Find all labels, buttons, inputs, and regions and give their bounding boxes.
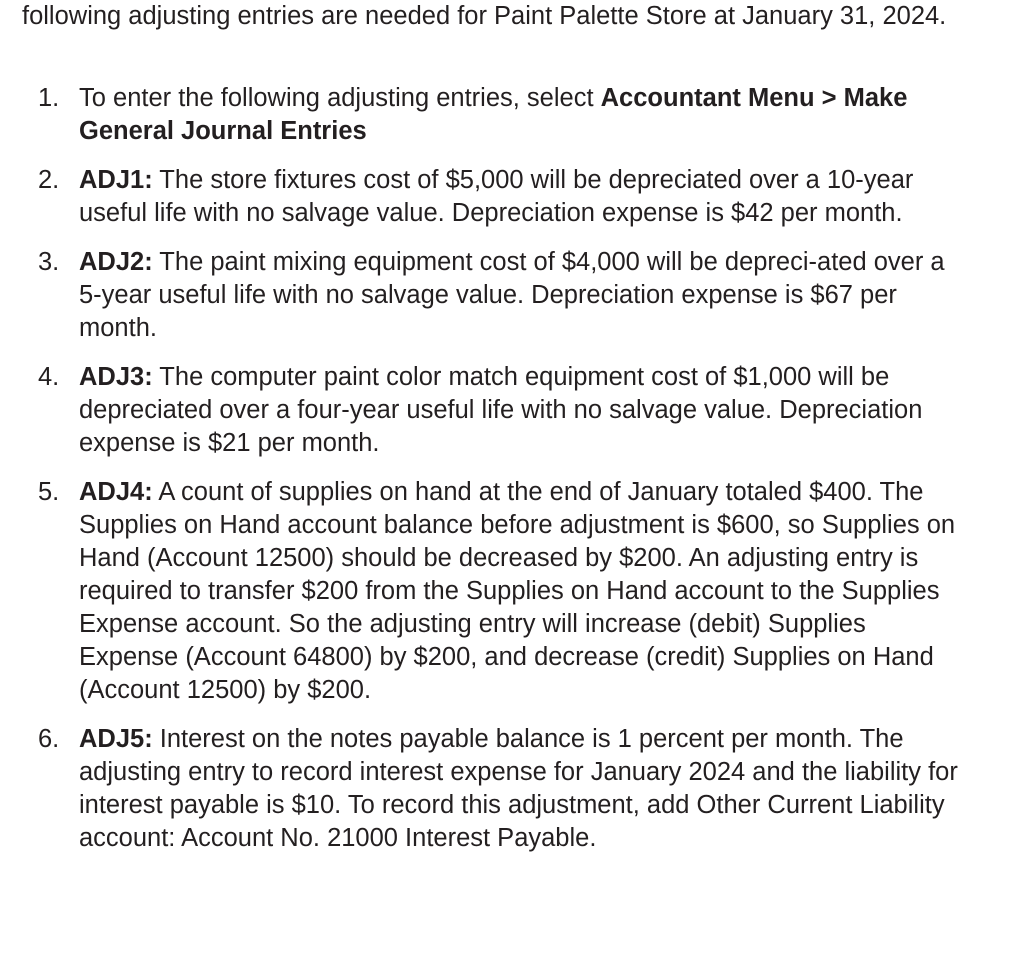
step-number: 3. — [38, 248, 60, 276]
list-item — [0, 723, 959, 855]
entry-label: ADJ2: — [79, 248, 153, 276]
step-text: To enter the following adjusting entries, select — [79, 84, 601, 112]
step-number: 5. — [38, 478, 60, 506]
step-text: The store fixtures cost of $5,000 will be depreciated over a 10-year useful life with no salvage value. Depreciation expense is $42 per month. — [79, 166, 914, 227]
list-item — [0, 82, 959, 148]
entry-label: ADJ4: — [79, 478, 153, 506]
step-number: 1. — [38, 84, 60, 112]
entry-label: ADJ3: — [79, 363, 153, 391]
list-item — [0, 476, 959, 707]
step-number: 4. — [38, 363, 60, 391]
intro-paragraph: following adjusting entries are needed for Paint Palette Store at January 31, 2024. — [22, 2, 947, 30]
step-text: The computer paint color match equipment cost of $1,000 will be depreciated over a four-year useful life with no salvage value. Depreciation expense is $21 per month. — [79, 363, 923, 457]
step-number: 6. — [38, 725, 60, 753]
menu-path: Accountant Menu > Make General Journal Entries — [79, 84, 908, 145]
list-item — [0, 164, 959, 230]
step-number: 2. — [38, 166, 60, 194]
steps-list — [0, 82, 1024, 871]
step-text: Interest on the notes payable balance is 1 percent per month. The adjusting entry to record interest expense for January 2024 and the liability for interest payable is $10. To record this adjustment, add Other Current Liability account: Account No. 21000 Interest Payable. — [79, 725, 958, 852]
entry-label: ADJ1: — [79, 166, 153, 194]
entry-label: ADJ5: — [79, 725, 153, 753]
step-text: A count of supplies on hand at the end of January totaled $400. The Supplies on Hand account balance before adjustment is $600, so Supplies on Hand (Account 12500) should be decreased by $200. An adjusting entry is required to transfer $200 from the Supplies on Hand account to the Supplies Expense account. So the adjusting entry will increase (debit) Supplies Expense (Account 64800) by $200, and decrease (credit) Supplies on Hand (Account 12500) by $200. — [79, 478, 956, 704]
list-item — [0, 246, 959, 345]
step-text: The paint mixing equipment cost of $4,000 will be depreci-ated over a 5-year useful life with no salvage value. Depreciation expense is $67 per month. — [79, 248, 945, 342]
list-item — [0, 361, 959, 460]
